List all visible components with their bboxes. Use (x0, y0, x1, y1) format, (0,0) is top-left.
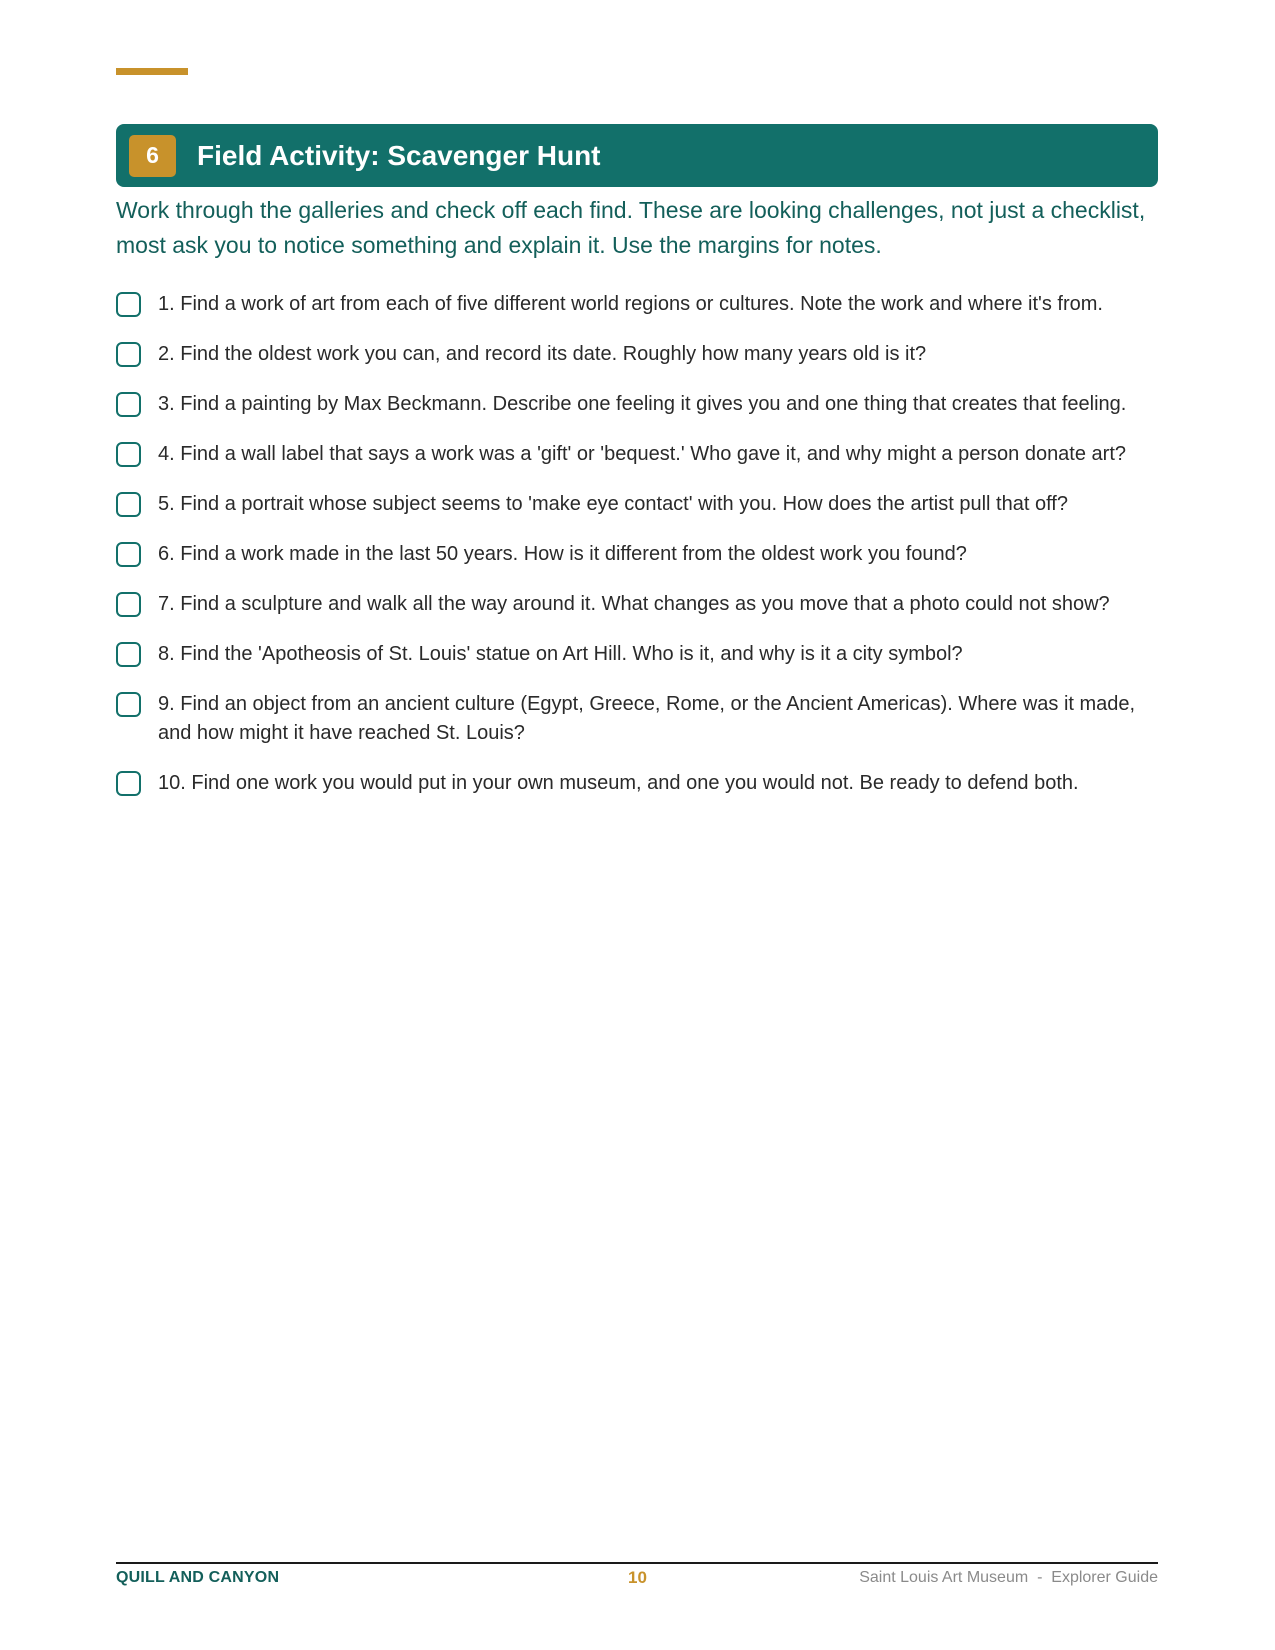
checklist-item-text: 7. Find a sculpture and walk all the way around it. What changes as you move that a photo could not show? (158, 593, 1110, 615)
checkbox[interactable] (116, 642, 141, 667)
checklist-item-text: 3. Find a painting by Max Beckmann. Describe one feeling it gives you and one thing that creates that feeling. (158, 393, 1127, 415)
checklist-item-text: 2. Find the oldest work you can, and record its date. Roughly how many years old is it? (158, 343, 927, 365)
checklist-item (116, 690, 1166, 748)
scavenger-hunt-checklist (116, 290, 1166, 819)
footer-page-number: 10 (628, 1568, 647, 1587)
checklist-item-text: 4. Find a wall label that says a work was a 'gift' or 'bequest.' Who gave it, and why might a person donate art? (158, 443, 1127, 465)
checkbox[interactable] (116, 542, 141, 567)
checkbox[interactable] (116, 492, 141, 517)
checkbox[interactable] (116, 592, 141, 617)
checklist-item (116, 540, 1166, 569)
checklist-item-text: 10. Find one work you would put in your own museum, and one you would not. Be ready to defend both. (158, 772, 1079, 794)
checkbox[interactable] (116, 342, 141, 367)
checklist-item (116, 390, 1166, 419)
checkbox[interactable] (116, 692, 141, 717)
checklist-item-text: 8. Find the 'Apotheosis of St. Louis' statue on Art Hill. Who is it, and why is it a city symbol? (158, 643, 963, 665)
checklist-item (116, 590, 1166, 619)
checklist-item (116, 440, 1166, 469)
checklist-item (116, 490, 1166, 519)
section-header (116, 124, 1158, 187)
checklist-item (116, 769, 1166, 798)
checkbox[interactable] (116, 392, 141, 417)
footer-guide-title: Saint Louis Art Museum - Explorer Guide (859, 1569, 1158, 1586)
intro-paragraph: Work through the galleries and check off each find. These are looking challenges, not just a checklist, most ask you to notice something and explain it. Use the margins for notes. (116, 197, 1146, 258)
checklist-item-text: 1. Find a work of art from each of five different world regions or cultures. Note the work and where it's from. (158, 293, 1103, 315)
checklist-item (116, 640, 1166, 669)
footer-publisher: QUILL AND CANYON (116, 1569, 280, 1586)
checklist-item-text: 6. Find a work made in the last 50 years. How is it different from the oldest work you found? (158, 543, 967, 565)
footer-divider (116, 1562, 1158, 1564)
section-title: Field Activity: Scavenger Hunt (197, 139, 601, 171)
checklist-item (116, 340, 1166, 369)
section-number-badge: 6 (129, 135, 176, 177)
checkbox[interactable] (116, 771, 141, 796)
checklist-item-text: 9. Find an object from an ancient culture (Egypt, Greece, Rome, or the Ancient Americas). Where was it made, and how might it have reached St. Louis? (158, 693, 1136, 744)
accent-rule (116, 68, 188, 75)
checklist-item-text: 5. Find a portrait whose subject seems to 'make eye contact' with you. How does the artist pull that off? (158, 493, 1068, 515)
checklist-item (116, 290, 1166, 319)
checkbox[interactable] (116, 442, 141, 467)
checkbox[interactable] (116, 292, 141, 317)
